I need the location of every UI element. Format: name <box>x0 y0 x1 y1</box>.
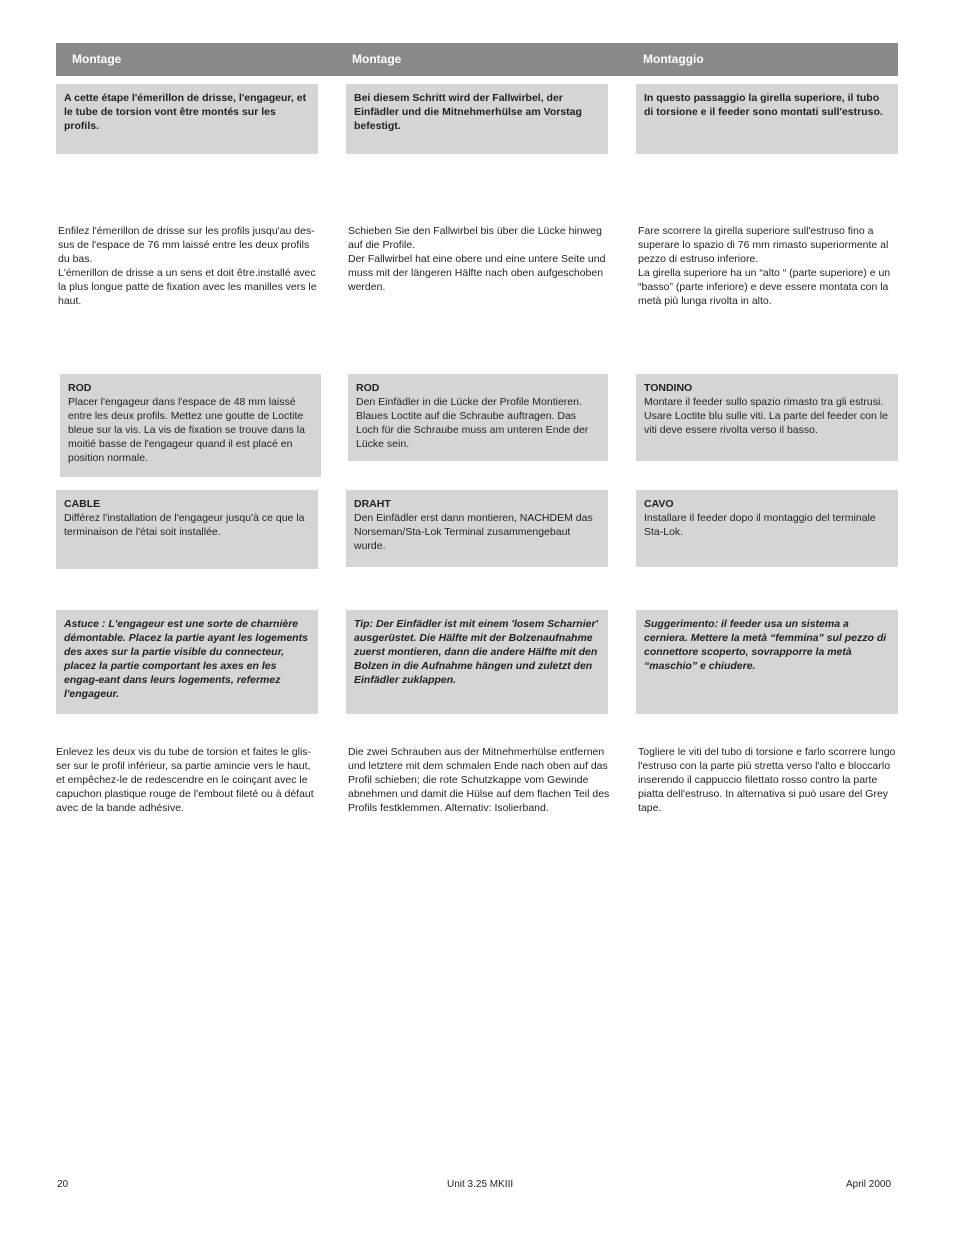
torsion-text-italian: Togliere le viti del tubo di torsione e farlo scorrere lungo l'estruso con la parte più stretta verso l'alto e bloccarlo inserendo il cappuccio filettato rosso contro la parte piatta dell'estruso. In alternativa si può usare del Grey tape. <box>638 746 896 814</box>
rod-box-italian <box>636 374 898 461</box>
swivel-text-french <box>58 224 320 308</box>
rod-title: ROD <box>356 382 380 394</box>
cable-text: Installare il feeder dopo il montaggio del terminale Sta-Lok. <box>644 512 876 538</box>
rod-title: TONDINO <box>644 382 693 394</box>
torsion-text-french: Enlevez les deux vis du tube de torsion et faites le glis-ser sur le profil inférieur, sa partie amincie vers le haut, et empêchez-le de redescendre en le coinçant avec le capuchon plastique rouge de l'embout fileté ou à défaut avec de la bande adhésive. <box>56 746 314 814</box>
cable-box-french <box>56 490 318 569</box>
swivel-paragraph-1: Enfilez l'émerillon de drisse sur les profils jusqu'au des-sus de l'espace de 76 mm laissé entre les deux profils du bas. <box>58 225 315 265</box>
cable-title: DRAHT <box>354 498 391 510</box>
swivel-paragraph-1: Schieben Sie den Fallwirbel bis über die Lücke hinweg auf die Profile. <box>348 225 602 251</box>
cable-box-german <box>346 490 608 567</box>
swivel-text-italian <box>638 224 900 308</box>
intro-box-french: A cette étape l'émerillon de drisse, l'engageur, et le tube de torsion vont être montés sur les profils. <box>56 84 318 154</box>
cable-title: CAVO <box>644 498 674 510</box>
tip-box-italian: Suggerimento: il feeder usa un sistema a cerniera. Mettere la metà “femmina” sul pezzo di connettore scoperto, sovrapporre la metà “maschio” e chiudere. <box>636 610 898 714</box>
swivel-paragraph-1: Fare scorrere la girella superiore sull'estruso fino a superare lo spazio di 76 mm rimasto superiormente al pezzo di estruso inferiore. <box>638 225 889 265</box>
section-header-bar <box>56 43 898 76</box>
cable-box-italian <box>636 490 898 567</box>
page-number: 20 <box>57 1179 69 1190</box>
intro-box-italian: In questo passaggio la girella superiore, il tubo di torsione e il feeder sono montati sull'estruso. <box>636 84 898 154</box>
torsion-text-german: Die zwei Schrauben aus der Mitnehmerhülse entfernen und letztere mit dem schmalen Ende nach oben auf das Profil schieben; die rote Schutzkappe vom Gewinde abnehmen und damit die Hülse auf dem flachen Teil des Profils festklemmen. Alternativ: Isolierband. <box>348 746 610 814</box>
tip-box-french: Astuce : L'engageur est une sorte de charnière démontable. Placez la partie ayant les logements des axes sur la partie visible du connecteur, placez la partie comportant les axes en les engag-eant dans leurs logements, refermez l'engageur. <box>56 610 318 714</box>
header-title-french: Montage <box>72 52 122 66</box>
cable-title: CABLE <box>64 498 101 510</box>
swivel-text-german <box>348 224 610 294</box>
header-title-german: Montage <box>352 52 402 66</box>
cable-text: Den Einfädler erst dann montieren, NACHDEM das Norseman/Sta-Lok Terminal zusammengebaut wurde. <box>354 512 593 552</box>
publication-date: April 2000 <box>846 1179 892 1190</box>
swivel-paragraph-2: La girella superiore ha un “alto “ (parte superiore) e un “basso” (parte inferiore) e deve essere montata con la metà più lunga rivolta in alto. <box>638 267 891 307</box>
rod-title: ROD <box>68 382 92 394</box>
rod-text: Placer l'engageur dans l'espace de 48 mm laissé entre les deux profils. Mettez une goutte de Loctite bleue sur la vis. La vis de fixation se trouve dans la moitié basse de l'engageur quand il est placé en position normale. <box>68 396 305 464</box>
rod-text: Den Einfädler in die Lücke der Profile Montieren. Blaues Loctite auf die Schraube auftragen. Das Loch für die Schraube muss am unteren Ende der Lücke sein. <box>356 396 589 450</box>
header-title-italian: Montaggio <box>643 52 704 66</box>
tip-box-german: Tip: Der Einfädler ist mit einem 'losem Scharnier' ausgerüstet. Die Hälfte mit der Bolzenaufnahme zuerst montieren, dann die andere Hälfte mit den Bolzen in die Aufnahme hängen und zuletzt den Einfädler zuklappen. <box>346 610 608 714</box>
rod-box-german <box>348 374 608 461</box>
swivel-paragraph-2: L'émerillon de drisse a un sens et doit être.installé avec la plus longue patte de fixation avec les manilles vers le haut. <box>58 267 317 307</box>
intro-box-german: Bei diesem Schritt wird der Fallwirbel, der Einfädler und die Mitnehmerhülse am Vorstag befestigt. <box>346 84 608 154</box>
rod-text: Montare il feeder sullo spazio rimasto tra gli estrusi. Usare Loctite blu sulle viti. La parte del feeder con le viti deve essere rivolta verso il basso. <box>644 396 888 436</box>
cable-text: Différez l'installation de l'engageur jusqu'à ce que la terminaison de l'étai soit installée. <box>64 512 305 538</box>
swivel-paragraph-2: Der Fallwirbel hat eine obere und eine untere Seite und muss mit der längeren Hälfte nach oben aufgeschoben werden. <box>348 253 606 293</box>
product-name: Unit 3.25 MKIII <box>447 1179 514 1190</box>
rod-box-french <box>60 374 321 477</box>
